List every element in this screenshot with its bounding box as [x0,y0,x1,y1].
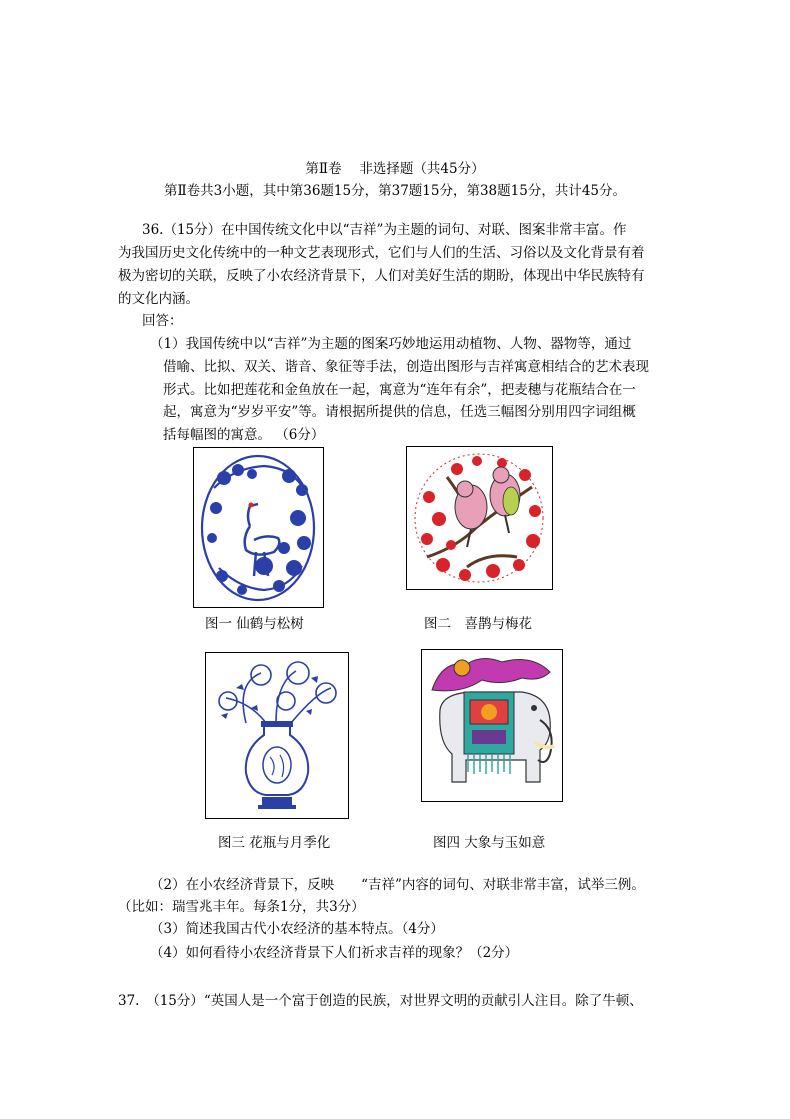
section-title: 第Ⅱ卷 非选择题（共45分） [305,161,485,177]
q36-sub1-line-3: 形式。比如把莲花和金鱼放在一起，寓意为“连年有余”，把麦穗与花瓶结合在一 [163,382,636,398]
q36-sub1-line-4: 起，寓意为“岁岁平安”等。请根据所提供的信息，任选三幅图分别用四字词组概 [163,404,636,420]
q36-sub1-line-5: 括每幅图的寓意。 （6分） [163,427,325,443]
section-description: 第Ⅱ卷共3小题，其中第36题15分，第37题15分，第38题15分，共计45分。 [163,183,626,199]
q36-sub1-line-1: （1）我国传统中以“吉祥”为主题的图案巧妙地运用动植物、人物、器物等，通过 [150,336,632,352]
q36-intro-line-4: 的文化内涵。 [118,291,199,307]
q36-intro-line-2: 为我国历史文化传统中的一种文艺表现形式，它们与人们的生活、习俗以及文化背景有着 [118,245,645,261]
q36-sub4: （4）如何看待小农经济背景下人们祈求吉祥的现象？（2分） [150,945,519,961]
q36-sub1-line-2: 借喻、比拟、双关、谐音、象征等手法，创造出图形与吉祥寓意相结合的艺术表现 [163,359,649,375]
elephant-ruyi-illustration [422,650,562,801]
figure-2-caption: 图二 喜鹊与梅花 [424,616,532,632]
figure-elephant-ruyi [421,649,563,802]
figure-1-caption: 图一 仙鹤与松树 [205,616,304,632]
q36-sub3: （3）简述我国古代小农经济的基本特点。（4分） [150,921,444,937]
figure-crane-pine [193,447,324,608]
figure-3-caption: 图三 花瓶与月季化 [218,835,331,851]
q36-sub2-line-2: （比如：瑞雪兆丰年。每条1分，共3分） [118,899,365,915]
q36-intro-line-3: 极为密切的关联，反映了小农经济背景下，人们对美好生活的期盼，体现出中华民族特有 [118,268,645,284]
answer-label: 回答： [142,313,183,329]
vase-rose-illustration [206,653,348,818]
figure-4-caption: 图四 大象与玉如意 [433,835,546,851]
figure-magpie-plum [406,446,553,590]
crane-pine-illustration [194,448,323,607]
q37-intro: 37. （15分）“英国人是一个富于创造的民族，对世界文明的贡献引人注目。除了牛顿、 [118,993,643,1009]
magpie-plum-illustration [407,447,552,589]
q36-intro-line-1: 36.（15分）在中国传统文化中以“吉祥”为主题的词句、对联、图案非常丰富。作 [142,222,627,238]
q36-sub2-line-1: （2）在小农经济背景下，反映 “吉祥”内容的词句、对联非常丰富，试举三例。 [150,877,645,893]
figure-vase-rose [205,652,349,819]
